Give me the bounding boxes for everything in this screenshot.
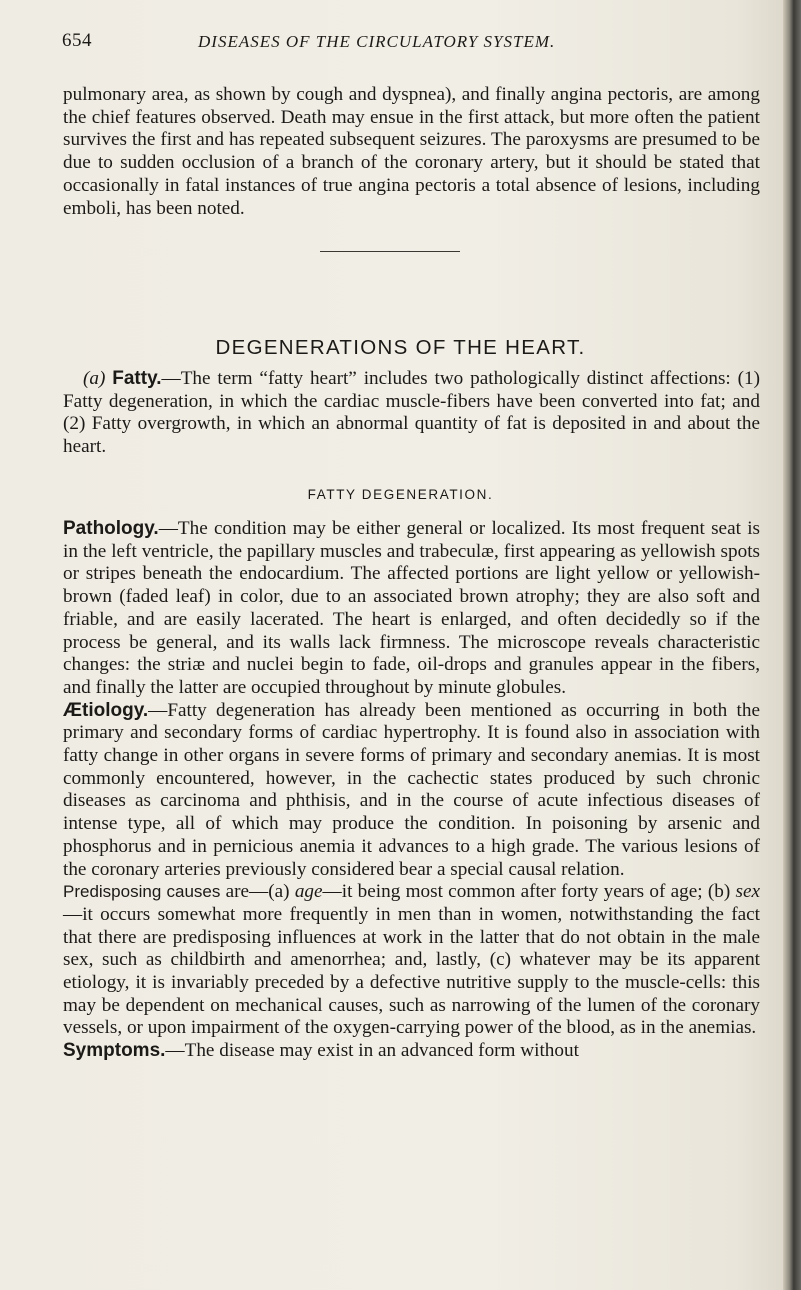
fatty-text: —The term “fatty heart” includes two pathologically distinct affections: (1) Fatty degeneration, in which the cardiac muscle-fibers have been converted into fat; and (2) Fatty overgrowth, in which an abnormal quantity of fat is deposited in and about the heart. [63, 368, 760, 458]
symptoms-paragraph [63, 1040, 760, 1063]
predisposing-sex: sex [735, 881, 761, 903]
etiology-text: —Fatty degeneration has already been mentioned as occurring in both the primary and secondary forms of cardiac hypertrophy. It is found also in association with fatty change in other organs in severe forms of primary and secondary anemias. It is most commonly encountered, however, in the cachectic states produced by such chronic diseases as carcinoma and phthisis, and in the course of acute infectious diseases of intense type, all of which may produce the condition. In poisoning by arsenic and phosphorus and in pernicious anemia it advances to a high grade. The various lesions of the coronary arteries previously considered bear a special causal relation. [63, 699, 760, 880]
intro-paragraph-block [63, 84, 760, 220]
section-title: DEGENERATIONS OF THE HEART. [215, 336, 586, 359]
intro-paragraph: pulmonary area, as shown by cough and dyspnea), and finally angina pectoris, are among the chief features observed. Death may ensue in the first attack, but more often the patient survives the first and has repeated subsequent seizures. The paroxysms are presumed to be due to sudden occlusion of a branch of the coronary artery, but it should be stated that occasionally in fatal instances of true angina pectoris a total absence of lesions, including emboli, has been noted. [63, 84, 760, 219]
predisposing-text-1: are—(a) [220, 881, 295, 903]
body-paragraphs [63, 518, 760, 1063]
subheading-fatty-degeneration: FATTY DEGENERATION. [307, 487, 494, 502]
predisposing-text-2: —it being most common after forty years of age; (b) [322, 881, 736, 903]
predisposing-label: Predisposing causes [63, 882, 221, 902]
predisposing-paragraph [63, 881, 760, 1040]
fatty-label: Fatty. [112, 368, 162, 389]
pathology-paragraph [63, 518, 760, 700]
pathology-text: —The condition may be either general or localized. Its most frequent seat is in the left ventricle, the papillary muscles and trabeculæ, first appearing as yellowish spots or stripes beneath the endocardium. The affected portions are light yellow or yellowish-brown (faded leaf) in color, due to an associated brown atrophy; they are also soft and friable, and are easily lacerated. The heart is enlarged, and often decidedly so if the process be general, and its walls lack firmness. The microscope reveals characteristic changes: the striæ and nuclei begin to fade, oil-drops and granules appear in the fibers, and finally the latter are occupied throughout by minute globules. [63, 518, 760, 698]
symptoms-text: —The disease may exist in an advanced form without [165, 1040, 579, 1062]
predisposing-text-3: —it occurs somewhat more frequently in men than in women, notwithstanding the fact that there are predisposing influences at work in the latter that do not obtain in the male sex, such as childbirth and amenorrhea; and, lastly, (c) whatever may be its apparent etiology, it is invariably preceded by a defective nutritive supply to the muscle-cells: this may be dependent on mechanical causes, such as narrowing of the lumen of the coronary vessels, or upon impairment of the oxygen-carrying power of the blood, as in the anemias. [63, 903, 760, 1039]
page-edge-shadow [783, 0, 801, 1290]
pathology-label: Pathology. [63, 518, 159, 539]
etiology-label: Ætiology. [63, 699, 149, 721]
running-header [62, 30, 762, 60]
fatty-paragraph [63, 368, 760, 459]
running-title: DISEASES OF THE CIRCULATORY SYSTEM. [198, 32, 556, 51]
section-divider [320, 251, 460, 252]
fatty-label-prefix: (a) [83, 368, 106, 389]
predisposing-age: age [294, 881, 323, 903]
fatty-paragraph-block [63, 368, 760, 459]
symptoms-label: Symptoms. [63, 1040, 166, 1062]
etiology-paragraph [63, 700, 760, 882]
page-number: 654 [62, 30, 92, 51]
